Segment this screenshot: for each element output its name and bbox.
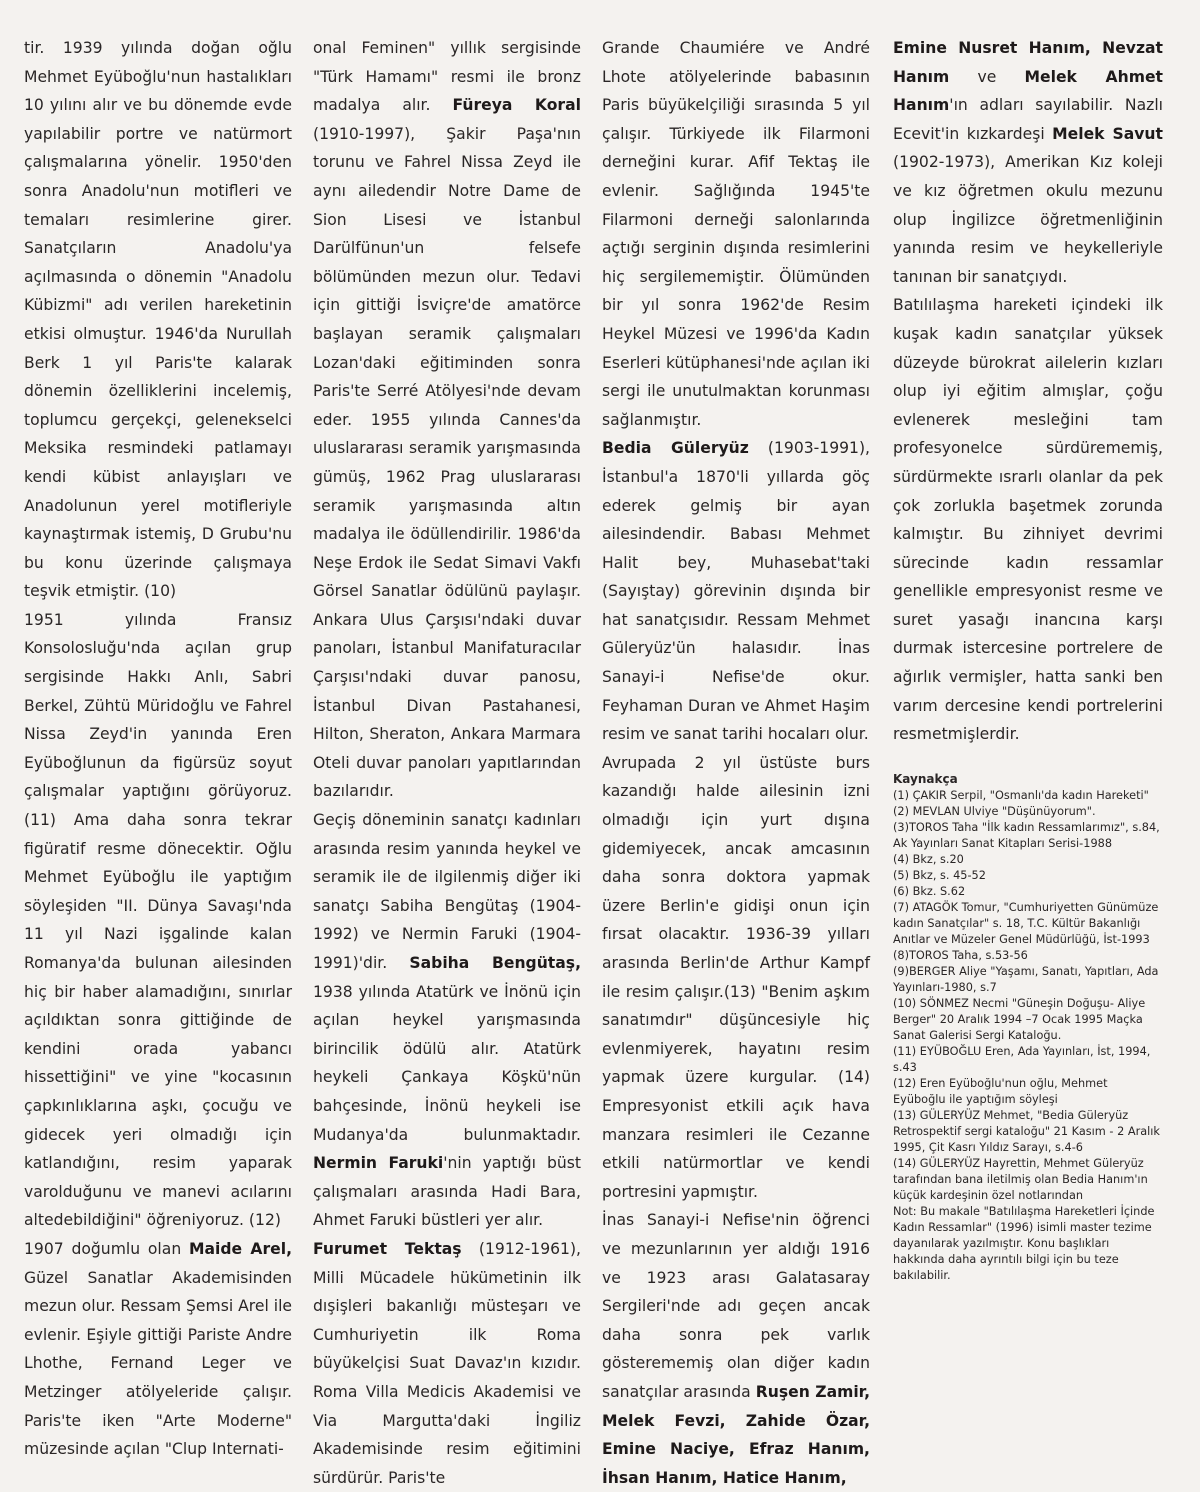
paragraph-text: 1951 yılında Fransız Konsolosluğu'nda açılan grup sergisinde Hakkı Anlı, Sabri Berkel, Zühtü Müridoğlu ve Fahrel Nissa Zeyd'in yanında Eren Eyüboğlunun da figürsüz soyut çalışmalar yaptığını görüyoruz. (11) Ama daha sonra tekrar figüratif resme dönecektir. Oğlu Mehmet Eyüboğlu ile yaptığım söyleşiden "II. Dünya Savaşı'nda 11 yıl Nazi işgalinde kalan Romanya'da bulunan ailesinden hiç bir haber alamadığını, sınırlar açıldıktan sonra gittiğinde de kendini orada yabancı hissettiğini" ve yine "kocasının çapkınlıklarına aşkı, çocuğu ve gidecek yeri olmadığı için katlandığını, resim yaparak varolduğunu ve manevi acılarını altedebildiğini" öğreniyoruz. (12)	[24, 610, 292, 1230]
paragraph-text: (1912-1961), Milli Mücadele hükümetinin ilk dışişleri bakanlığı müsteşarı ve Cumhuriyetin ilk Roma büyükelçisi Suat Davaz'ın kızıdır. Roma Villa Medicis Akademisi ve Via Margutta'daki İngiliz Akademisinde resim eğitimini sürdürür. Paris'te	[313, 1239, 582, 1487]
reference-item: (12) Eren Eyüboğlu'nun oğlu, Mehmet Eyüboğlu ile yaptığım söyleşi	[893, 1076, 1108, 1106]
reference-item: (1) ÇAKIR Serpil, "Osmanlı'da kadın Hareketi"	[893, 788, 1149, 802]
artist-names: Ruşen Zamir, Melek Fevzi, Zahide Özar, Emine Naciye, Efraz Hanım, İhsan Hanım, Hatice Hanım,	[602, 1382, 871, 1487]
paragraph-text: ve	[949, 67, 1025, 86]
reference-item: (5) Bkz, s. 45-52	[893, 868, 986, 882]
reference-item: (14) GÜLERYÜZ Hayrettin, Mehmet Güleryüz tarafından bana iletilmiş olan Bedia Hanım'ın küçük kardeşinin özel notlarından	[893, 1156, 1148, 1202]
paragraph	[602, 434, 870, 749]
artist-name: Melek Savut	[1052, 124, 1163, 143]
artist-name: Melek Ahmet Hanım	[893, 67, 1163, 115]
artist-name: Füreya Koral	[452, 96, 581, 115]
reference-item: (6) Bkz. S.62	[893, 884, 966, 898]
paragraph: tir. 1939 yılında doğan oğlu Mehmet Eyüboğlu'nun hastalıkları 10 yılını alır ve bu dönemde evde yapılabilir portre ve natürmort çalışmalarına yönelir. 1950'den sonra Anadolu'nun motifleri ve temaları resimlerine girer. Sanatçıların Anadolu'ya açılmasında o dönemin "Anadolu Kübizmi" adı verilen hareketinin etkisi olmuştur. 1946'da Nurullah Berk 1 yıl Paris'te kalarak dönemin özelliklerini incelemiş, toplumcu gerçekçi, gelenekselci Meksika resmindeki patlamayı kendi kübist anlayışları ve Anadolunun yerel motifleriyle kaynaştırmak istemiş, D Grubu'nu bu konu üzerinde çalışmaya teşvik etmiştir. (10)	[24, 39, 292, 601]
paragraph-text: (1910-1997), Şakir Paşa'nın torunu ve Fahrel Nissa Zeyd ile aynı ailedendir Notre Dame de Sion Lisesi ve İstanbul Darülfünun'un felsefe bölümünden mezun olur. Tedavi için gittiği İsviçre'de amatörce başlayan seramik çalışmaları Lozan'daki eğitiminden sonra Paris'te Serré Atölyesi'nde devam eder. 1955 yılında Cannes'da uluslararası seramik yarışmasında gümüş, 1962 Prag uluslararası seramik yarışmasında altın madalya ile ödüllendirilir. 1986'da Neşe Erdok ile Sedat Simavi Vakfı Görsel Sanatlar ödülünü paylaşır. Ankara Ulus Çarşısı'ndaki duvar panoları, İstanbul Manifaturacılar Çarşısı'ndaki duvar panosu, İstanbul Divan Pastahanesi, Hilton, Sheraton, Ankara Marmara Oteli duvar panoları yapıtlarından bazılarıdır.	[313, 124, 581, 801]
paragraph	[313, 1235, 581, 1492]
paragraph: Avrupada 2 yıl üstüste burs kazandığı halde ailesinin izni olmadığı için yurt dışına gidemiyecek, ancak amcasının daha sonra doktora yapmak üzere Berlin'e gidişi onun için fırsat olacaktır. 1936-39 yılları arasında Berlin'de Arthur Kampf ile resim çalışır.(13) "Benim aşkım sanatımdır" düşüncesiyle hiç evlenmiyerek, hayatını resim yapmak üzere kurgular. (14) Empresyonist etkili açık hava manzara resimleri ile Cezanne etkili natürmortlar ve kendi portresini yapmıştır.	[602, 753, 870, 1201]
paragraph-text: 1938 yılında Atatürk ve İnönü için açılan heykel yarışmasında birincilik ödülü alır. Atatürk heykeli Çankaya Köşkü'nün bahçesinde, İnönü heykeli ise Mudanya'da bulunmaktadır.	[313, 982, 581, 1144]
paragraph	[602, 1206, 870, 1492]
paragraph	[24, 1235, 292, 1464]
artist-name: Bedia Güleryüz	[602, 439, 749, 458]
artist-name: Maide Arel,	[189, 1239, 292, 1258]
paragraph-text: Geçiş döneminin sanatçı kadınları arasında resim yanında heykel ve seramik ile de ilgilenmiş diğer iki sanatçı Sabiha Bengütaş (1904-1992) ve Nermin Faruki (1904-1991)'dir.	[313, 811, 581, 972]
paragraph-text: (1903-1991), İstanbul'a 1870'li yıllarda göç ederek gelmiş bir ayan ailesindendir. Babası Mehmet Halit bey, Muhasebat'taki (Sayıştay) görevinin dışında bir hat sanatçısıdır. Ressam Mehmet Güleryüz'ün halasıdır. İnas Sanayi-i Nefise'de okur. Feyhaman Duran ve Ahmet Haşim resim ve sanat tarihi hocaları olur.	[602, 439, 871, 744]
reference-item: (3)TOROS Taha "İlk kadın Ressamlarımız", s.84, Ak Yayınları Sanat Kitapları Serisi-1988	[893, 820, 1160, 850]
reference-item: (11) EYÜBOĞLU Eren, Ada Yayınları, İst, 1994, s.43	[893, 1044, 1151, 1074]
paragraph-text: 1907 doğumlu olan	[24, 1239, 189, 1258]
text-column-4	[893, 34, 1163, 1284]
paragraph-text: onal Feminen" yıllık sergisinde "Türk Hamamı" resmi ile bronz madalya alır.	[313, 39, 581, 115]
reference-item: (4) Bkz, s.20	[893, 852, 964, 866]
reference-note: Not: Bu makale "Batılılaşma Hareketleri İçinde Kadın Ressamlar" (1996) isimli master tezime dayanılarak yazılmıştır. Konu başlıkları hakkında daha ayrıntılı bilgi için bu teze bakılabilir.	[893, 1204, 1155, 1282]
paragraph	[893, 34, 1163, 291]
paragraph	[313, 806, 581, 1235]
paragraph-text: 'ın adları sayılabilir. Nazlı Ecevit'in kızkardeşi	[893, 96, 1163, 143]
reference-item: (2) MEVLAN Ulviye "Düşünüyorum".	[893, 804, 1096, 818]
reference-item: (9)BERGER Aliye "Yaşamı, Sanatı, Yapıtları, Ada Yayınları-1980, s.7	[893, 964, 1159, 994]
paragraph-text: (1902-1973), Amerikan Kız koleji ve kız öğretmen okulu mezunu olup İngilizce öğretmenliğinin yanında resim ve heykelleriyle tanınan bir sanatçıydı.	[893, 153, 1163, 286]
artist-name: Nermin Faruki	[313, 1154, 444, 1173]
paragraph	[313, 34, 581, 806]
text-column-1	[24, 34, 292, 1464]
bibliography	[893, 771, 1163, 1284]
paragraph: Grande Chaumiére ve André Lhote atölyelerinde babasının Paris büyükelçiliği sırasında 5 yıl çalışır. Türkiyede ilk Filarmoni derneğini kurar. Afif Tektaş ile evlenir. Sağlığında 1945'te Filarmoni derneği salonlarında açtığı serginin dışında resimlerini hiç sergilememiştir. Ölümünden bir yıl sonra 1962'de Resim Heykel Müzesi ve 1996'da Kadın Eserleri kütüphanesi'nde açılan iki sergi ile unutulmaktan korunması sağlanmıştır.	[602, 39, 870, 429]
reference-item: (7) ATAGÖK Tomur, "Cumhuriyetten Günümüze kadın Sanatçılar" s. 18, T.C. Kültür Bakanlığı Anıtlar ve Müzeler Genel Müdürlüğü, İst-1993	[893, 900, 1159, 946]
text-column-3	[602, 34, 870, 1492]
paragraph: Batılılaşma hareketi içindeki ilk kuşak kadın sanatçılar yüksek düzeyde bürokrat ailelerin kızları olup iyi eğitim almışlar, çoğu evlenerek mesleğini tam profesyonelce sürdürememiş, sürdürmekte ısrarlı olanlar da pek çok zorlukla başetmek zorunda kalmıştır. Bu zihniyet devrimi sürecinde kadın ressamlar genellikle empresyonist resme ve suret yasağı inancına karşı durmak istercesine portrelere de ağırlık vermişler, hatta sanki ben varım dercesine kendi portrelerini resmetmişlerdir.	[893, 296, 1163, 744]
paragraph	[24, 606, 292, 1235]
artist-name: Sabiha Bengütaş,	[409, 954, 581, 972]
artist-names: Emine Nusret Hanım, Nevzat Hanım	[893, 39, 1163, 86]
bibliography-title: Kaynakça	[893, 771, 958, 786]
paragraph-text: İnas Sanayi-i Nefise'nin öğrenci ve mezunlarının yer aldığı 1916 ve 1923 arası Galatasaray Sergileri'nde adı geçen ancak daha sonra pek varlık gösterememiş olan diğer kadın sanatçılar arasında	[602, 1211, 870, 1401]
artist-name: Furumet Tektaş	[313, 1239, 462, 1258]
text-column-2	[313, 34, 581, 1492]
reference-item: (13) GÜLERYÜZ Mehmet, "Bedia Güleryüz Retrospektif sergi kataloğu" 21 Kasım - 2 Aralık 1995, Çit Kasrı Yıldız Sarayı, s.4-6	[893, 1108, 1160, 1154]
reference-item: (8)TOROS Taha, s.53-56	[893, 948, 1028, 962]
paragraph-text: Güzel Sanatlar Akademisinden mezun olur. Ressam Şemsi Arel ile evlenir. Eşiyle gittiği Pariste Andre Lhothe, Fernand Leger ve Metzinger atölyeleride çalışır. Paris'te iken "Arte Moderne" müzesinde açılan "Clup Internati-	[24, 1268, 292, 1459]
paragraph-text: 'nin yaptığı büst çalışmaları arasında Hadi Bara, Ahmet Faruki büstleri yer alır.	[313, 1154, 581, 1230]
reference-item: (10) SÖNMEZ Necmi "Güneşin Doğuşu- Aliye Berger" 20 Aralık 1994 –7 Ocak 1995 Maçka Sanat Galerisi Sergi Kataloğu.	[893, 996, 1146, 1042]
